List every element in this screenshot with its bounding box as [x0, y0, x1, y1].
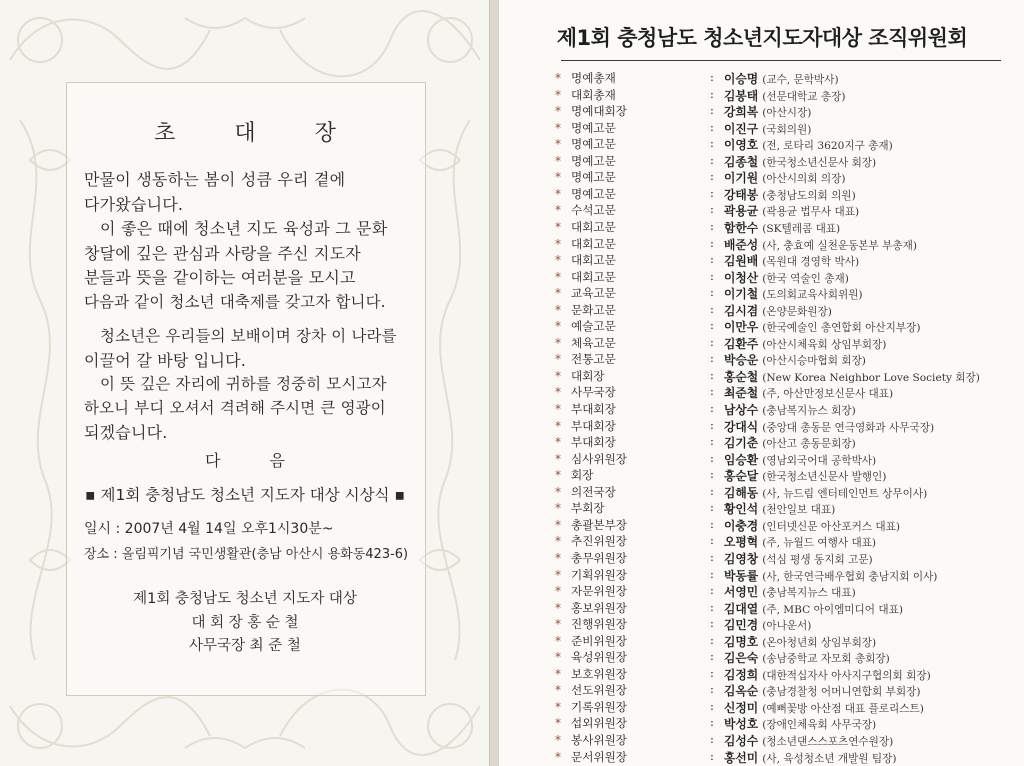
separator-colon: :: [710, 152, 714, 167]
member-name-text: 이기원: [724, 171, 759, 186]
organizer-name: 제1회 충청남도 청소년 지도자 대상: [133, 591, 357, 607]
member-role: 명예대회장: [571, 104, 627, 119]
member-description: (석심 평생 동지회 고문): [762, 553, 873, 566]
member-role: 부대회장: [571, 435, 616, 450]
bullet-mark: *: [555, 716, 561, 731]
separator-colon: :: [710, 334, 714, 349]
separator-colon: :: [710, 599, 714, 614]
member-description: (주, 뉴월드 여행사 대표): [762, 537, 877, 550]
member-role: 사무국장: [571, 385, 616, 400]
member-name: [724, 269, 849, 286]
member-description: (한국청소년신문사 발행인): [762, 471, 887, 484]
member-role: 대회고문: [571, 253, 616, 268]
member-description: (대한적십자사 아사지구협의회 회장): [762, 669, 931, 682]
bullet-mark: *: [555, 633, 561, 648]
member-description: (영남외국어대 공학박사): [762, 454, 877, 467]
separator-colon: :: [710, 500, 714, 515]
separator-colon: :: [710, 351, 714, 366]
member-name-text: 이기철: [724, 287, 759, 302]
member-role: 추진위원장: [571, 534, 627, 549]
member-name-text: 김환주: [724, 336, 759, 351]
member-name: [724, 236, 917, 253]
invitation-body-line: 창달에 깊은 관심과 사랑을 주신 지도자: [84, 244, 361, 263]
bullet-mark: *: [555, 584, 561, 599]
member-name-text: 박동률: [724, 568, 759, 583]
separator-colon: :: [710, 301, 714, 316]
separator-colon: :: [710, 533, 714, 548]
member-role: 대회고문: [571, 269, 616, 284]
member-role: 명예총재: [571, 71, 616, 85]
member-name: [724, 484, 927, 501]
committee-page: [498, 0, 1024, 766]
member-name: [724, 567, 937, 584]
member-description: (충남복지뉴스 회장): [762, 405, 856, 417]
separator-colon: :: [710, 516, 714, 531]
member-name-text: 이승명: [724, 72, 759, 86]
member-description: (천안일보 대표): [762, 504, 836, 517]
member-name-text: 이영호: [724, 138, 759, 153]
separator-colon: :: [710, 665, 714, 680]
member-name: [724, 202, 859, 219]
notice-heading: 다 음: [205, 451, 307, 470]
bullet-mark: *: [555, 219, 561, 234]
bullet-mark: *: [555, 683, 561, 698]
member-description: (아산시체육회 상임부회장): [762, 338, 887, 351]
member-name-text: 김명호: [724, 634, 759, 649]
member-name: [724, 169, 845, 186]
member-name: [724, 583, 856, 600]
member-role: 부대회장: [571, 402, 616, 416]
member-name-text: 오평혁: [724, 535, 759, 550]
member-description: (중앙대 총동문 연극영화과 사무국장): [762, 421, 935, 434]
member-name-text: 김기춘: [724, 436, 759, 451]
member-name-text: 최준철: [724, 386, 759, 401]
member-description: (전, 로타리 3620지구 총재): [762, 140, 893, 153]
separator-colon: :: [710, 103, 714, 118]
member-name: [724, 434, 856, 451]
bullet-mark: *: [555, 104, 561, 119]
member-role: 홍보위원장: [571, 600, 627, 615]
member-name: [724, 103, 811, 120]
invitation-body-line: 이끌어 갈 바탕 입니다.: [84, 351, 247, 370]
bullet-mark: *: [555, 137, 561, 152]
separator-colon: :: [710, 434, 714, 449]
member-description: (국회의원): [762, 123, 812, 136]
member-name: [724, 749, 897, 766]
bullet-mark: *: [555, 435, 561, 450]
member-name: [724, 70, 839, 87]
bullet-mark: *: [555, 120, 561, 135]
member-description: (아산시장): [762, 107, 812, 120]
bullet-mark: *: [555, 749, 561, 764]
member-description: (온양문화원장): [762, 305, 832, 318]
bullet-mark: *: [555, 170, 561, 185]
member-role: 문서위원장: [571, 749, 627, 764]
member-role: 명예고문: [571, 153, 616, 168]
member-name-text: 임승환: [724, 452, 759, 467]
invitation-body-line: 되겠습니다.: [84, 423, 168, 442]
member-name-text: 김시겸: [724, 303, 759, 318]
member-description: (예뻐꽃방 아산점 대표 플로리스트): [762, 702, 924, 715]
bullet-mark: *: [555, 517, 561, 532]
member-role: 수석고문: [571, 203, 616, 218]
member-name-text: 김성수: [724, 734, 759, 748]
member-name-text: 김영창: [724, 551, 759, 566]
member-name: [724, 136, 893, 153]
member-role: 교육고문: [571, 286, 616, 301]
separator-colon: :: [710, 86, 714, 101]
member-role: 기록위원장: [571, 699, 627, 714]
invitation-body-line: 다가왔습니다.: [84, 195, 184, 214]
member-role: 섭외위원장: [571, 716, 627, 731]
member-name-text: 서영민: [724, 585, 759, 600]
separator-colon: :: [710, 467, 714, 482]
bullet-mark: *: [555, 418, 561, 433]
member-name-text: 김민경: [724, 618, 759, 633]
bullet-mark: *: [555, 402, 561, 416]
separator-colon: :: [710, 715, 714, 730]
member-name: [724, 517, 900, 534]
member-description: (아산시의회 의장): [762, 173, 846, 186]
member-description: (도의회교육사회위원): [762, 289, 863, 302]
bullet-mark: *: [555, 87, 561, 102]
invitation-body-line: 이 좋은 때에 청소년 지도 육성과 그 문화: [100, 219, 388, 238]
member-description: (충남경찰청 어머니연합회 부회장): [762, 686, 921, 699]
member-name-text: 홍선미: [724, 750, 759, 765]
event-location: 장소 : 올림픽기념 국민생활관(충남 아산시 용화동423-6): [84, 547, 409, 562]
member-description: (교수, 문학박사): [762, 74, 839, 86]
secretary-signature: 사무국장 최 준 철: [189, 638, 301, 654]
bullet-mark: *: [555, 550, 561, 565]
member-description: (충남복지뉴스 대표): [762, 587, 856, 600]
member-name: [724, 302, 832, 319]
separator-colon: :: [710, 616, 714, 631]
member-description: (사, 뉴드림 엔터테인먼트 상무이사): [762, 487, 928, 500]
member-name-text: 김봉태: [724, 88, 759, 103]
member-description: (사, 육성청소년 개발원 팀장): [762, 752, 897, 765]
member-description: (송남중학교 자모회 총회장): [762, 653, 890, 666]
separator-colon: :: [710, 483, 714, 498]
member-name-text: 홍순철: [724, 369, 759, 384]
member-role: 체육고문: [571, 335, 616, 350]
member-description: (New Korea Neighbor Love Society 회장): [762, 371, 980, 384]
separator-colon: :: [710, 318, 714, 333]
chairman-signature: 대 회 장 홍 순 철: [191, 615, 299, 631]
member-role: 준비위원장: [571, 633, 627, 648]
bullet-mark: *: [555, 153, 561, 168]
bullet-mark: *: [555, 600, 561, 615]
member-name-text: 이청산: [724, 270, 759, 285]
member-description: (목원대 경영학 박사): [762, 256, 860, 269]
invitation-body-line: 하오니 부디 오셔서 격려해 주시면 큰 영광이: [84, 399, 386, 417]
separator-colon: :: [710, 285, 714, 300]
committee-title: 제1회 충청남도 청소년지도자대상 조직위원회: [556, 26, 968, 50]
member-description: (청소년댄스스포츠연수원장): [762, 736, 894, 748]
member-name: [724, 153, 876, 170]
separator-colon: :: [710, 268, 714, 283]
bullet-mark: *: [555, 302, 561, 317]
member-name-text: 강희복: [724, 105, 759, 120]
separator-colon: :: [710, 401, 714, 415]
separator-colon: :: [710, 185, 714, 200]
member-role: 심사위원장: [571, 451, 627, 466]
member-description: (인터넷신문 아산포커스 대표): [762, 520, 901, 533]
separator-colon: :: [710, 218, 714, 233]
member-role: 대회장: [571, 368, 605, 383]
bullet-mark: *: [555, 385, 561, 400]
member-name-text: 곽용균: [724, 204, 759, 219]
member-role: 회장: [571, 468, 594, 483]
separator-colon: :: [710, 748, 714, 763]
separator-colon: :: [710, 252, 714, 267]
member-name: [724, 401, 856, 418]
invitation-body-line: 이 뜻 깊은 자리에 귀하를 정중히 모시고자: [100, 375, 387, 393]
bullet-mark: *: [555, 484, 561, 499]
bullet-mark: *: [555, 186, 561, 201]
bullet-mark: *: [555, 352, 561, 367]
member-name-text: 김은숙: [724, 651, 759, 666]
bullet-mark: *: [555, 650, 561, 665]
bullet-mark: *: [555, 253, 561, 268]
bullet-mark: *: [555, 269, 561, 284]
bullet-mark: *: [555, 699, 561, 714]
member-description: (아산고 총동문회장): [762, 438, 856, 451]
member-name-text: 함한수: [724, 220, 759, 235]
member-role: 대회총재: [571, 87, 616, 102]
member-description: (한국예술인 총연합회 아산지부장): [762, 322, 921, 335]
bullet-mark: *: [555, 236, 561, 251]
member-description: (곽용균 법무사 대표): [762, 206, 860, 219]
bullet-mark: *: [555, 567, 561, 582]
bullet-mark: *: [555, 335, 561, 350]
member-name: [724, 666, 931, 683]
event-datetime: 일시 : 2007년 4월 14일 오후1시30분~: [84, 521, 334, 537]
member-name: [724, 699, 924, 716]
member-description: (사, 충효예 실천운동본부 부총재): [762, 239, 917, 252]
bullet-mark: *: [555, 666, 561, 681]
member-description: (온아청년회 상임부회장): [762, 636, 877, 649]
member-role: 명예고문: [571, 120, 616, 135]
member-role: 기획위원장: [571, 567, 627, 582]
bullet-mark: *: [555, 286, 561, 301]
member-name: [724, 550, 873, 567]
member-role: 부회장: [571, 501, 605, 516]
member-role: 문화고문: [571, 302, 616, 317]
member-description: (아나운서): [762, 620, 812, 633]
member-name: [724, 649, 890, 666]
bullet-mark: *: [555, 368, 561, 383]
member-name-text: 배준성: [724, 237, 759, 252]
separator-colon: :: [710, 119, 714, 134]
separator-colon: :: [710, 682, 714, 697]
member-name-text: 이만우: [724, 320, 759, 335]
bullet-mark: *: [555, 733, 561, 747]
member-role: 대회고문: [571, 219, 616, 234]
member-name-text: 강태봉: [724, 187, 759, 202]
separator-colon: :: [710, 136, 714, 151]
member-name-text: 김해동: [724, 485, 759, 500]
member-name-text: 이충경: [724, 518, 759, 533]
member-description: (사, 한국연극배우협회 충남지회 이사): [762, 570, 938, 583]
member-name-text: 강대식: [724, 419, 759, 434]
member-name: [724, 219, 840, 236]
member-description: (한국청소년신문사 회장): [762, 156, 877, 169]
separator-colon: :: [710, 169, 714, 184]
bullet-mark: *: [555, 501, 561, 516]
member-name-text: 김원배: [724, 254, 759, 269]
member-role: 명예고문: [571, 186, 616, 201]
member-description: (충청남도의회 의원): [762, 189, 856, 202]
invitation-card: [0, 0, 490, 766]
member-description: (선문대학교 총장): [762, 90, 846, 103]
member-role: 의전국장: [571, 484, 616, 499]
member-name: [724, 682, 920, 699]
member-name: [724, 384, 893, 401]
separator-colon: :: [710, 566, 714, 581]
member-role: 예술고문: [571, 319, 616, 334]
invitation-body-line: 분들과 뜻을 같이하는 여러분을 모시고: [84, 268, 356, 287]
member-name-text: 황인석: [724, 502, 759, 517]
title-underline: [561, 60, 1001, 61]
member-description: (주, MBC 아이엠미디어 대표): [762, 603, 903, 616]
separator-colon: :: [710, 649, 714, 664]
member-name: [724, 318, 920, 335]
member-name-text: 김옥순: [724, 684, 759, 699]
member-role: 총괄본부장: [571, 517, 627, 532]
member-name-text: 김정희: [724, 667, 759, 682]
member-name: [724, 335, 886, 352]
member-role: 대회고문: [571, 236, 616, 251]
separator-colon: :: [710, 384, 714, 399]
member-name: [724, 368, 980, 385]
invitation-body-line: 다음과 같이 청소년 대축제를 갖고자 합니다.: [84, 293, 386, 311]
separator-colon: :: [710, 367, 714, 382]
member-name: [724, 351, 866, 368]
bullet-mark: *: [555, 203, 561, 218]
separator-colon: :: [710, 632, 714, 647]
separator-colon: :: [710, 202, 714, 217]
member-name: [724, 715, 876, 732]
invitation-body-line: 청소년은 우리들의 보배이며 장차 이 나라를: [100, 327, 397, 345]
member-description: (장애인체육회 사무국장): [762, 719, 877, 732]
member-name-text: 김대열: [724, 601, 759, 616]
bullet-mark: *: [555, 451, 561, 466]
member-name-text: 홍순달: [724, 469, 759, 484]
member-name: [724, 600, 903, 617]
invitation-title: 초 대 장: [154, 121, 362, 146]
member-name: [724, 616, 811, 633]
member-name: [724, 418, 934, 435]
member-name: [724, 467, 886, 484]
member-name: [724, 120, 811, 137]
member-name: [724, 533, 876, 550]
member-name: [724, 732, 893, 749]
member-role: 봉사위원장: [571, 733, 627, 747]
member-name: [724, 500, 835, 517]
separator-colon: :: [710, 732, 714, 746]
member-role: 부대회장: [571, 418, 616, 433]
event-name: ▪ 제1회 충청남도 청소년 지도자 대상 시상식 ▪: [85, 486, 405, 504]
member-role: 선도위원장: [571, 683, 627, 698]
member-role: 보호위원장: [571, 666, 627, 681]
member-name-text: 박승운: [724, 353, 759, 368]
separator-colon: :: [710, 698, 714, 713]
member-name: [724, 87, 845, 104]
separator-colon: :: [710, 235, 714, 250]
member-name-text: 남상수: [724, 403, 759, 417]
member-name-text: 김종철: [724, 154, 759, 169]
member-role: 명예고문: [571, 170, 616, 185]
member-name: [724, 186, 856, 203]
member-name: [724, 633, 876, 650]
separator-colon: :: [710, 583, 714, 598]
member-name: [724, 451, 876, 468]
member-role: 명예고문: [571, 137, 616, 152]
member-description: (아산시승마협회 회장): [762, 355, 866, 368]
separator-colon: :: [710, 417, 714, 432]
member-role: 총무위원장: [571, 550, 627, 565]
bullet-mark: *: [555, 534, 561, 549]
bullet-mark: *: [555, 71, 561, 85]
member-name-text: 이진구: [724, 121, 759, 136]
member-role: 자문위원장: [571, 584, 627, 599]
separator-colon: :: [710, 70, 714, 84]
member-name-text: 박성호: [724, 717, 759, 732]
bullet-mark: *: [555, 319, 561, 334]
member-name-text: 신정미: [724, 700, 759, 715]
member-description: (SK텔레콤 대표): [762, 222, 841, 235]
member-role: 전통고문: [571, 352, 616, 367]
bullet-mark: *: [555, 617, 561, 632]
invitation-body-line: 만물이 생동하는 봄이 성큼 우리 곁에: [84, 170, 346, 189]
member-role: 육성위원장: [571, 650, 627, 665]
separator-colon: :: [710, 549, 714, 564]
member-role: 진행위원장: [571, 617, 627, 632]
separator-colon: :: [710, 450, 714, 465]
member-name: [724, 252, 859, 269]
member-name: [724, 285, 863, 302]
member-description: (주, 아산만정보신문사 대표): [762, 388, 894, 401]
member-description: (한국 역술인 총재): [762, 272, 849, 285]
bullet-mark: *: [555, 468, 561, 483]
